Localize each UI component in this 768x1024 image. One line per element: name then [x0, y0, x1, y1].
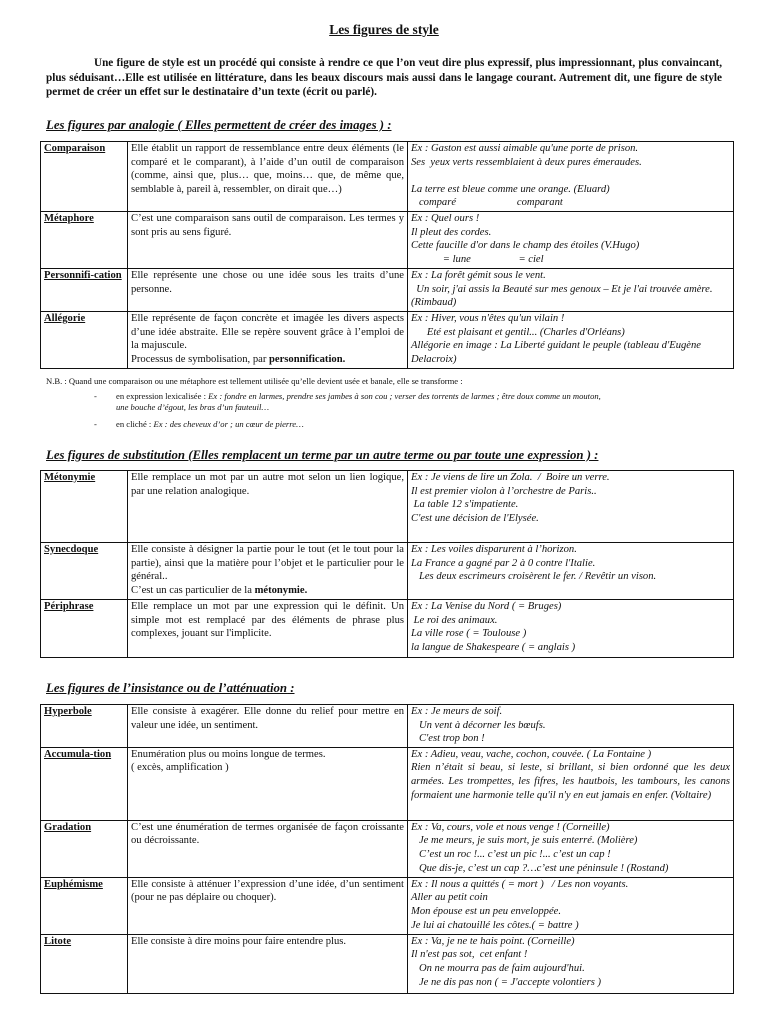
definition-text: Elle représente de façon concrète et imagée les divers aspects d’une idée abstraite. Elle se repère souvent grâce à l’emploi de la majuscule.	[131, 313, 404, 352]
intro-line: Une figure de style est un procédé qui consiste à rendre ce que l’on veut dire plus expressif, plus impressionnant,	[94, 57, 636, 69]
definition-cell: C’est une comparaison sans outil de comparaison. Les termes y sont pris au sens figuré.	[128, 212, 408, 269]
table-row	[41, 877, 734, 934]
example-line: Je lui ai chatouillé les côtes.( = battre )	[411, 919, 579, 931]
section-heading-tail: :	[384, 118, 392, 132]
example-line: Ex : Je meurs de soif.	[411, 706, 503, 717]
term-cell: Métaphore	[41, 212, 128, 269]
table-row	[41, 934, 734, 993]
table-row	[41, 820, 734, 877]
definition-bold: personnification.	[269, 353, 346, 365]
definition-extra: C’est un cas particulier de la	[131, 584, 252, 596]
example-line: Le roi des animaux.	[411, 614, 498, 626]
example-line: Eté est plaisant et gentil... (Charles d'Orléans)	[411, 326, 625, 338]
table-analogie	[40, 141, 734, 369]
example-line: Un vent à décorner les bœufs.	[411, 719, 546, 731]
section-heading-insistance	[46, 681, 295, 696]
definition-cell	[128, 312, 408, 369]
section-heading-text: Les figures de l’insistance ou de l’atténuation	[46, 681, 288, 695]
term-cell: Litote	[41, 934, 128, 993]
example-line: Aller au petit coin	[411, 892, 488, 904]
example-cell	[408, 600, 734, 658]
definition-cell: Elle consiste à exagérer. Elle donne du relief pour mettre en valeur une idée, un sentiment.	[128, 705, 408, 748]
definition-cell: Elle consiste à atténuer l’expression d’une idée, d’un sentiment (pour ne pas déplaire ou choquer).	[128, 877, 408, 934]
example-cell	[408, 877, 734, 934]
example-line: comparé comparant	[411, 197, 563, 209]
nb-intro: N.B. : Quand une comparaison ou une métaphore est tellement utilisée qu’elle devient usée et banale, elle se transforme :	[46, 376, 463, 386]
example-cell	[408, 471, 734, 543]
definition-extra-line	[131, 353, 404, 367]
section-heading-tail: :	[590, 448, 599, 462]
term-cell: Accumula-tion	[41, 747, 128, 820]
example-cell	[408, 269, 734, 312]
example-line: Que dis-je, c’est un cap ?…c’est une péninsule ! (Rostand)	[411, 862, 669, 874]
definition-extra-line	[131, 584, 404, 598]
example-cell	[408, 142, 734, 212]
definition-cell: Elle consiste à dire moins pour faire entendre plus.	[128, 934, 408, 993]
example-cell	[408, 312, 734, 369]
example-cell	[408, 820, 734, 877]
example-line: Ex : Les voiles disparurent à l’horizon.	[411, 544, 577, 555]
definition-cell	[128, 543, 408, 600]
term-cell: Gradation	[41, 820, 128, 877]
definition-cell: Elle établit un rapport de ressemblance entre deux éléments (le comparé et le comparant), à l’aide d’un outil de comparaison (comme, ainsi que, plus… que, moins… que, de même que, semblable à, pareil à, ressembler, on dirait que…)	[128, 142, 408, 212]
example-cell	[408, 705, 734, 748]
example-line: Ex : Quel ours !	[411, 213, 480, 224]
example-line: Ex : Hiver, vous n'êtes qu'un vilain !	[411, 313, 565, 324]
nb-item-example: une bouche d’égout, les bras d’un fauteuil…	[116, 402, 269, 412]
nb-item-cliche	[94, 419, 736, 430]
definition-text: Elle consiste à désigner la partie pour le tout (et le tout pour la partie), ainsi que la matière pour l’objet et le particulier pour le général..	[131, 544, 404, 583]
section-heading-tail: :	[287, 681, 295, 695]
example-line: Les deux escrimeurs croisèrent le fer. / Revêtir un vison.	[411, 571, 657, 583]
example-line: Je me meurs, je suis mort, je suis enterré. (Molière)	[411, 835, 638, 847]
example-cell	[408, 543, 734, 600]
page-title: Les figures de style	[329, 22, 439, 37]
nb-item-example: Ex : des cheveux d’or ; un cœur de pierre…	[153, 419, 304, 429]
example-line: C'est trop bon !	[411, 733, 485, 745]
example-line: Mon épouse est un peu enveloppée.	[411, 905, 562, 917]
example-line: Je ne dis pas non ( = J'accepte volontiers )	[411, 976, 602, 988]
example-line: Rien n’était si beau, si leste, si brillant, si bien ordonné que les deux armées. Les trompettes, les fifres, les hautbois, les tambours, les canons formaient une harmonie telle qu'il n'y en eut jamais en enfer. (Voltaire)	[411, 762, 733, 801]
term-cell: Synecdoque	[41, 543, 128, 600]
term-cell: Périphrase	[41, 600, 128, 658]
definition-cell: Enumération plus ou moins longue de termes. ( excès, amplification )	[128, 747, 408, 820]
definition-bold: métonymie.	[254, 584, 308, 596]
example-line: Ex : Gaston est aussi aimable qu'une porte de prison.	[411, 143, 639, 154]
dash-bullet: -	[94, 391, 97, 401]
example-line: C’est un roc !... c’est un pic !... c’est un cap !	[411, 848, 611, 860]
example-line: Ses yeux verts ressemblaient à deux pures émeraudes.	[411, 156, 642, 168]
table-row	[41, 600, 734, 658]
definition-cell: Elle remplace un mot par un autre mot selon un lien logique, par une relation analogique.	[128, 471, 408, 543]
example-line: On ne mourra pas de faim aujourd'hui.	[411, 962, 585, 974]
section-heading-substitution	[46, 448, 598, 463]
example-line: Allégorie en image : La Liberté guidant le peuple (tableau d'Eugène Delacroix)	[411, 340, 704, 365]
nb-item-label: en cliché :	[116, 419, 152, 429]
term-cell: Comparaison	[41, 142, 128, 212]
term-cell: Personnifi-cation	[41, 269, 128, 312]
example-line: Il est premier violon à l’orchestre de Paris..	[411, 485, 597, 497]
example-line: Ex : Il nous a quittés ( = mort ) / Les non voyants.	[411, 878, 629, 890]
example-line: C'est une décision de l'Elysée.	[411, 512, 539, 524]
table-row	[41, 142, 734, 212]
example-line: Ex : Je viens de lire un Zola. / Boire un verre.	[411, 472, 610, 483]
nb-item-example: Ex : fondre en larmes, prendre ses jambes à son cou ; verser des torrents de larmes ; être doux comme un mouton,	[208, 391, 601, 401]
table-row	[41, 543, 734, 600]
example-line: Ex : Va, je ne te hais point. (Corneille)	[411, 935, 575, 947]
example-cell	[408, 212, 734, 269]
example-line: Ex : Va, cours, vole et nous venge ! (Corneille)	[411, 821, 610, 833]
table-row	[41, 212, 734, 269]
section-heading-text: Les figures de substitution (Elles remplacent un terme par un autre terme ou par toute une expression )	[46, 448, 591, 462]
table-row	[41, 747, 734, 820]
term-cell: Allégorie	[41, 312, 128, 369]
dash-bullet: -	[94, 419, 97, 429]
table-row	[41, 705, 734, 748]
section-heading-text: Les figures par analogie ( Elles permettent de créer des images )	[46, 118, 385, 132]
table-row	[41, 471, 734, 543]
table-row	[41, 269, 734, 312]
example-line: Ex : La forêt gémit sous le vent.	[411, 270, 546, 281]
nb-item-lexicalisee	[94, 391, 736, 413]
example-line	[411, 169, 730, 183]
term-cell: Métonymie	[41, 471, 128, 543]
table-insistance	[40, 704, 734, 994]
term-cell: Euphémisme	[41, 877, 128, 934]
intro-line: courant. Autrement dit, une figure de style permet de créer un effet sur le destinataire d’un texte (écrit ou parlé).	[46, 71, 723, 98]
example-line: = lune = ciel	[411, 253, 544, 265]
example-line: La table 12 s'impatiente.	[411, 499, 519, 511]
definition-cell: Elle remplace un mot par une expression qui le définit. Un simple mot est remplacé par des éléments de phrase plus complexes, jouant sur l'implicite.	[128, 600, 408, 658]
nb-item-label: en expression lexicalisée :	[116, 391, 206, 401]
term-cell: Hyperbole	[41, 705, 128, 748]
intro-paragraph	[46, 56, 722, 100]
example-cell	[408, 934, 734, 993]
table-row	[41, 312, 734, 369]
example-line: Il n'est pas sot, cet enfant !	[411, 949, 528, 961]
table-substitution	[40, 470, 734, 658]
example-line: Il pleut des cordes.	[411, 226, 492, 238]
example-line: La France a gagné par 2 à 0 contre l'Italie.	[411, 557, 596, 569]
definition-extra: Processus de symbolisation, par	[131, 353, 267, 365]
example-line: Un soir, j'ai assis la Beauté sur mes genoux – Et je l'ai trouvée amère. (Rimbaud)	[411, 283, 716, 309]
example-line: La terre est bleue comme une orange. (Eluard)	[411, 183, 610, 195]
example-cell	[408, 747, 734, 820]
example-line: Ex : Adieu, veau, vache, cochon, couvée. ( La Fontaine )	[411, 748, 652, 760]
definition-cell: Elle représente une chose ou une idée sous les traits d’une personne.	[128, 269, 408, 312]
example-line: la langue de Shakespeare ( = anglais )	[411, 641, 576, 653]
example-line: La ville rose ( = Toulouse )	[411, 628, 527, 640]
intro-line: plus convaincant, plus séduisant…Elle est utilisée en littérature, dans les beaux discours mais aussi dans le langage	[46, 57, 722, 84]
example-line: Ex : La Venise du Nord ( = Bruges)	[411, 601, 562, 612]
section-heading-analogie	[46, 118, 391, 133]
definition-cell: C’est une énumération de termes organisée de façon croissante ou décroissante.	[128, 820, 408, 877]
example-line: Cette faucille d'or dans le champ des étoiles (V.Hugo)	[411, 240, 640, 252]
